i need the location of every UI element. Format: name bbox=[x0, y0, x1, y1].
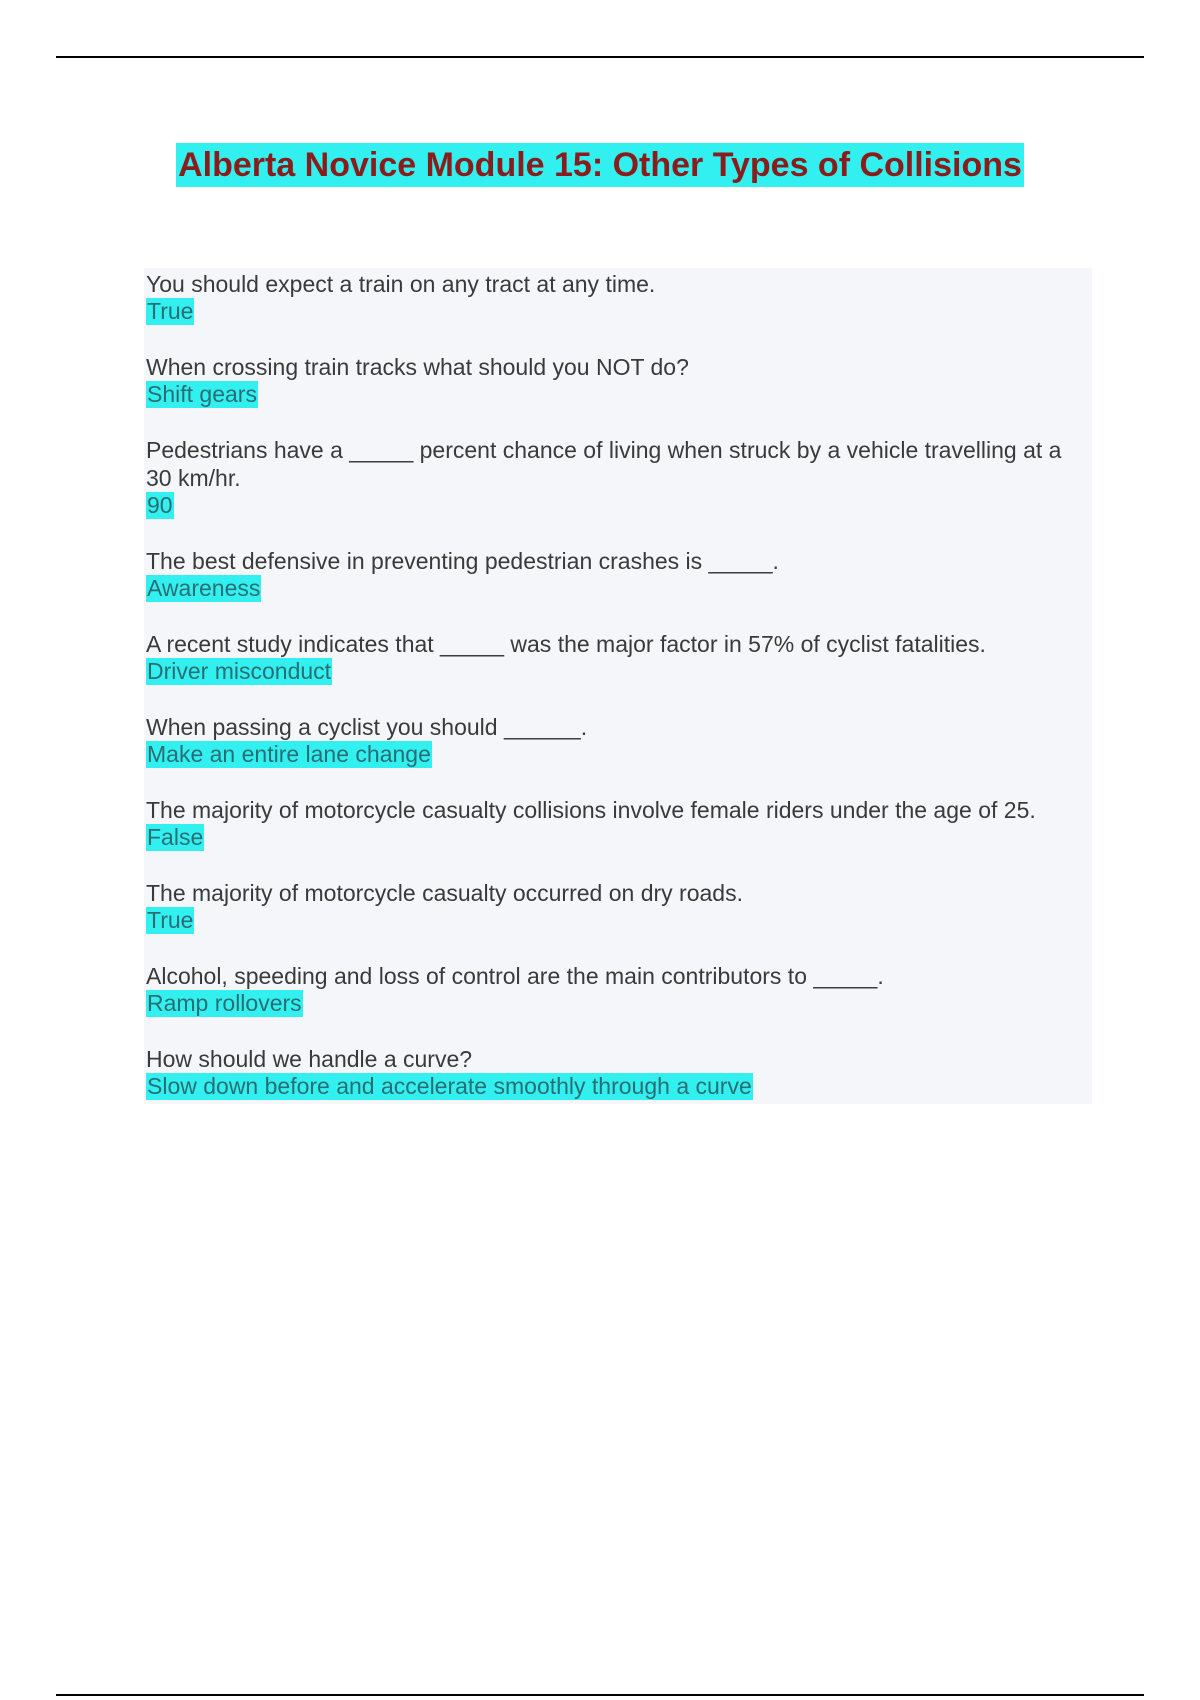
question-text: When passing a cyclist you should ______. bbox=[146, 714, 588, 740]
qa-item bbox=[146, 713, 1090, 768]
qa-item bbox=[146, 353, 1090, 408]
question-text: The majority of motorcycle casualty occurred on dry roads. bbox=[146, 880, 743, 906]
answer-text: Slow down before and accelerate smoothly through a curve bbox=[147, 1073, 752, 1099]
question-text: How should we handle a curve? bbox=[146, 1046, 473, 1072]
question-text: A recent study indicates that _____ was the major factor in 57% of cyclist fatalities. bbox=[146, 631, 986, 657]
qa-item bbox=[146, 796, 1090, 851]
answer-text: False bbox=[147, 824, 204, 850]
question-text: The majority of motorcycle casualty collisions involve female riders under the age of 25. bbox=[146, 797, 1036, 823]
bottom-rule bbox=[56, 1694, 1144, 1696]
qa-item bbox=[146, 630, 1090, 685]
question-text: Alcohol, speeding and loss of control are the main contributors to _____. bbox=[146, 963, 884, 989]
answer-text: True bbox=[147, 907, 194, 933]
qa-item bbox=[146, 879, 1090, 934]
question-text: When crossing train tracks what should you NOT do? bbox=[146, 354, 689, 380]
qa-list bbox=[146, 270, 1090, 1128]
question-text: You should expect a train on any tract at any time. bbox=[146, 271, 656, 297]
top-rule bbox=[56, 56, 1144, 58]
qa-item bbox=[146, 962, 1090, 1017]
qa-item bbox=[146, 270, 1090, 325]
document-title: Alberta Novice Module 15: Other Types of Collisions bbox=[176, 143, 1024, 187]
qa-item bbox=[146, 436, 1090, 519]
answer-text: Make an entire lane change bbox=[147, 741, 431, 767]
answer-text: Ramp rollovers bbox=[147, 990, 302, 1016]
qa-item bbox=[146, 547, 1090, 602]
question-text: Pedestrians have a _____ percent chance of living when struck by a vehicle travelling at a 30 km/hr. bbox=[146, 437, 1062, 491]
title-container bbox=[0, 143, 1200, 187]
question-text: The best defensive in preventing pedestrian crashes is _____. bbox=[146, 548, 779, 574]
answer-text: Awareness bbox=[147, 575, 261, 601]
qa-item bbox=[146, 1045, 1090, 1100]
answer-text: True bbox=[147, 298, 194, 324]
answer-text: Shift gears bbox=[147, 381, 257, 407]
answer-text: 90 bbox=[147, 492, 173, 518]
answer-text: Driver misconduct bbox=[147, 658, 332, 684]
